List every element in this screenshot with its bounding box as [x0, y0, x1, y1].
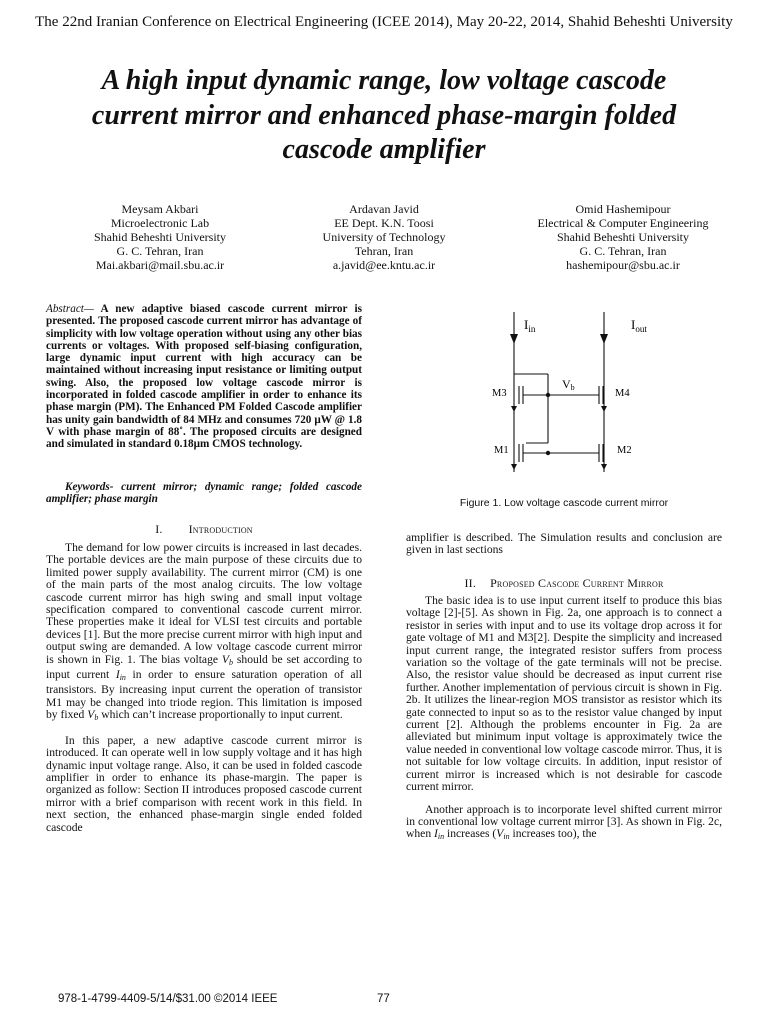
junction-dot [546, 393, 550, 397]
author-affiliation: Shahid Beheshti University [557, 230, 689, 244]
input-current-arrow-icon [510, 334, 518, 344]
output-current-arrow-icon [600, 334, 608, 344]
section-title: Introduction [188, 522, 253, 536]
section-number: II. [464, 576, 477, 590]
abstract-text: A new adaptive biased cascode current mirror is presented. The proposed cascode current mirror has advantage of simplicity with low voltage operation without using any other bias currents or voltages. With proposed self-biasing configuration, large dynamic input current with high accuracy can be maintained without increasing input resistance or limiting output swing. Also, the proposed low voltage cascode mirror is incorporated in folded cascode amplifier in order to enhance its phase margin (PM). The Enhanced PM Folded Cascode amplifier has unity gain bandwidth of 84 MHz and consumes 720 μW @ 1.8 V with phase margin of 88˚. The proposed circuits are designed and simulated in standard 0.18μm CMOS technology. [46, 303, 362, 451]
figure-1-circuit [486, 312, 656, 487]
continuation-paragraph: amplifier is described. The Simulation results and conclusion are given in last sections [406, 531, 722, 557]
intro-body [46, 542, 362, 834]
title-line-2: current mirror and enhanced phase-margin folded [91, 99, 677, 131]
keywords: Keywords- current mirror; dynamic range; folded cascode amplifier; phase margin [46, 481, 362, 506]
author-name: Omid Hashemipour [575, 202, 671, 216]
sec2-paragraph-2: Another approach is to incorporate level shifted current mirror in conventional low voltage current mirror [3]. As shown in Fig. 2c, when Iin increases (Vin increases too), the [406, 802, 722, 842]
author-affiliation: Microelectronic Lab [110, 216, 210, 230]
intro-paragraph-1: The demand for low power circuits is increased in last decades. The portable devices are the main purpose of these circuits due to limited power supply availability. The current mirror (CM) is one of the main parts of the most analog circuits. The low voltage cascode current mirror has high swing and small input voltage specification compared to conventional cascode current mirror. These properties make it ideal for VLSI test circuits and portable devices [1]. But the more precise current mirror with high input and output swing are demanded. A low voltage cascode current mirror is shown in Fig. 1. The bias voltage Vb should be set according to input current Iin in order to ensure saturation operation of all transistors. By increasing input current the operation of transistor M1 may be changed into triode region. This limitation is imposed by fixed Vb which can’t increase proportionally to input current. [46, 541, 362, 723]
section-heading-introduction [46, 522, 362, 537]
author-block-2 [284, 202, 484, 272]
author-block-1 [60, 202, 260, 272]
conference-header: The 22nd Iranian Conference on Electrical Engineering (ICEE 2014), May 20-22, 2014, Shahid Beheshti University [35, 14, 733, 30]
section-number: I. [155, 522, 163, 536]
author-email: a.javid@ee.kntu.ac.ir [332, 258, 436, 272]
m1-arrow-icon [511, 464, 517, 470]
figure-1-caption: Figure 1. Low voltage cascode current mirror [459, 497, 669, 509]
m2-arrow-icon [601, 464, 607, 470]
junction-dot [546, 451, 550, 455]
label-m2: M2 [617, 445, 632, 456]
label-m1: M1 [494, 445, 509, 456]
author-affiliation: Electrical & Computer Engineering [537, 216, 709, 230]
section-2-body [406, 595, 722, 844]
author-name: Ardavan Javid [349, 202, 419, 216]
author-affiliation: EE Dept. K.N. Toosi [334, 216, 434, 230]
right-column-continuation [406, 532, 722, 557]
title-line-3: cascode amplifier [282, 134, 486, 165]
author-block-3 [508, 202, 738, 272]
sec2-paragraph-1: The basic idea is to use input current itself to produce this bias voltage [2]-[5]. As shown in Fig. 2a, one approach is to connect a resistor in series with input and to use its voltage drop across it for gate voltage of M1 and M3[2]. Despite the simplicity and increased input current range, the integrated resistor suffers from process variation so the voltage of the gate terminals will not be precise. Also, the resistor value should be decreased as input current rise further. Another implementation of pervious circuit is shown in Fig. 2b. It utilizes the linear-region MOS transistor as resistor which its gate connected to input so as to the resistor value changed by input current [2]. Although the problems encounter in Fig. 2a are alleviated but minimum input voltage is approximately twice the value needed in conventional low voltage cascode mirror. Thus, it is not suitable for low voltage circuits. In addition, input resistor of current mirror is increased which is not desirable for cascode current mirror. [406, 594, 722, 794]
author-email: Mai.akbari@mail.sbu.ac.ir [95, 258, 225, 272]
label-vb: Vb [562, 377, 575, 392]
author-affiliation: Shahid Beheshti University [94, 230, 226, 244]
author-name: Meysam Akbari [121, 202, 199, 216]
author-affiliation: University of Technology [322, 230, 446, 244]
abstract [46, 303, 362, 451]
author-location: G. C. Tehran, Iran [116, 244, 204, 258]
label-iin: $I_{in}$ [524, 317, 536, 334]
section-title: Proposed Cascode Current Mirror [490, 576, 664, 590]
author-location: G. C. Tehran, Iran [579, 244, 667, 258]
page-number: 77 [377, 993, 390, 1005]
paper-title [40, 64, 728, 168]
m4-arrow-icon [601, 406, 607, 412]
intro-paragraph-2: In this paper, a new adaptive cascode current mirror is introduced. It can operate well in low supply voltage and it has high dynamic input voltage range. Also, it can be used in folded cascode amplifier in order to enhance its phase-margin. The paper is organized as follow: Section II introduces proposed cascode current mirror with a brief comparison with recent work in this field. In next section, the enhanced phase-margin single ended folded cascode [46, 733, 362, 834]
author-location: Tehran, Iran [354, 244, 414, 258]
label-m3: M3 [492, 388, 507, 399]
m3-arrow-icon [511, 406, 517, 412]
label-m4: M4 [615, 388, 630, 399]
title-line-1: A high input dynamic range, low voltage cascode [101, 65, 667, 96]
abstract-label: Abstract— [46, 303, 94, 315]
footer-isbn: 978-1-4799-4409-5/14/$31.00 ©2014 IEEE [58, 993, 278, 1005]
section-heading-proposed [406, 576, 722, 591]
author-email: hashemipour@sbu.ac.ir [566, 258, 680, 272]
label-iout: $I_{out}$ [631, 317, 647, 334]
